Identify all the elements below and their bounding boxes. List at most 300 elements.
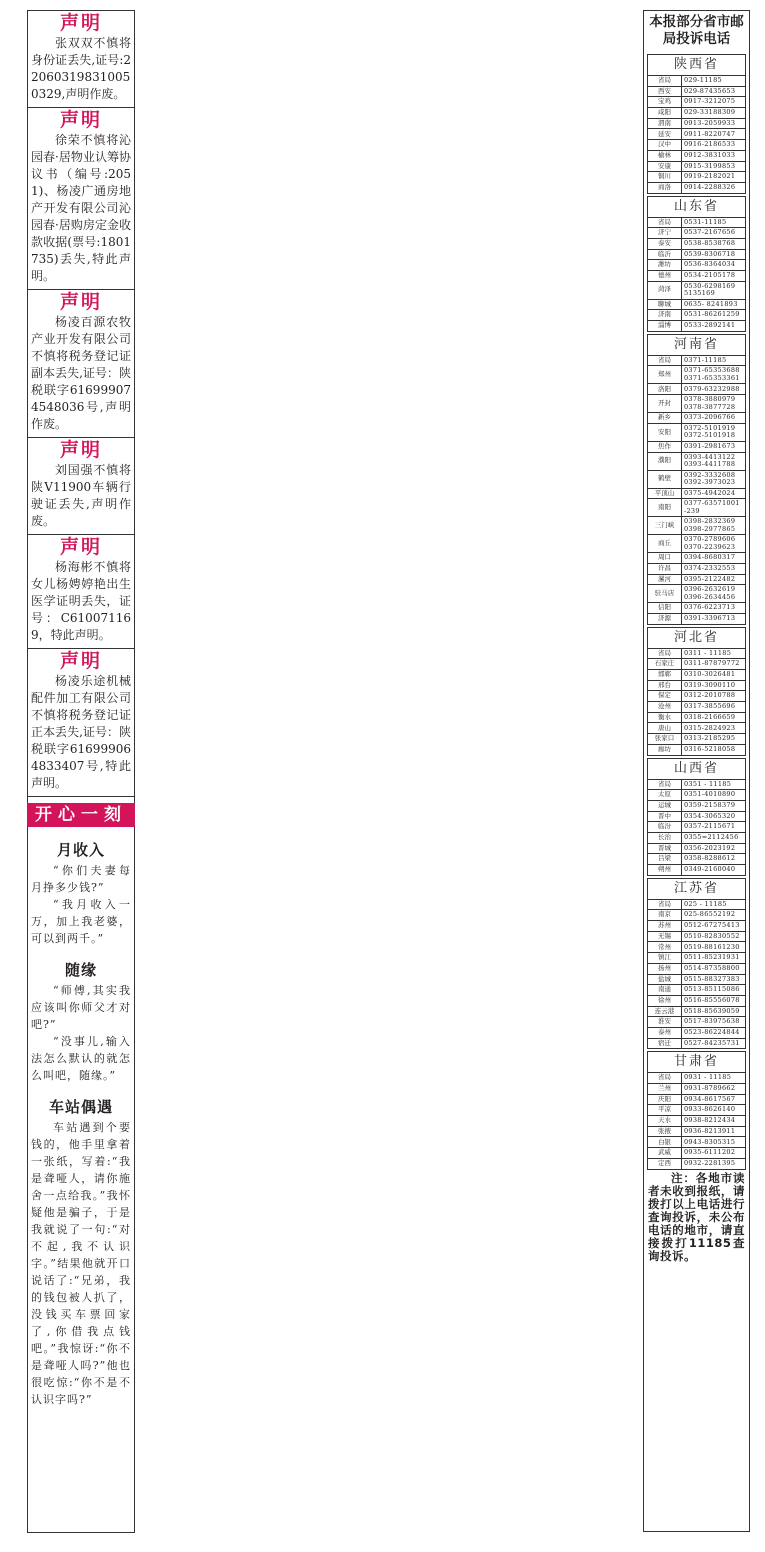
phone-cell: 0354-3065320 bbox=[682, 811, 746, 822]
city-cell: 西安 bbox=[648, 86, 682, 97]
phone-cell: 0517-83975638 bbox=[682, 1017, 746, 1028]
city-cell: 太原 bbox=[648, 790, 682, 801]
phone-cell: 0315-2824923 bbox=[682, 723, 746, 734]
notice-body: 刘国强不慎将陕V11900车辆行驶证丢失,声明作废。 bbox=[31, 463, 131, 528]
city-cell: 庆阳 bbox=[648, 1094, 682, 1105]
city-cell: 张家口 bbox=[648, 734, 682, 745]
city-cell: 武威 bbox=[648, 1148, 682, 1159]
phone-cell: 0357-2115671 bbox=[682, 822, 746, 833]
phone-cell: 0316-5218058 bbox=[682, 744, 746, 755]
table-row bbox=[648, 712, 746, 723]
table-row bbox=[648, 553, 746, 564]
city-cell: 新乡 bbox=[648, 413, 682, 424]
phone-cell: 029-87435653 bbox=[682, 86, 746, 97]
table-row bbox=[648, 423, 746, 441]
phone-cell: 0393-4413122 0393-4411788 bbox=[682, 452, 746, 470]
city-cell: 连云港 bbox=[648, 1006, 682, 1017]
joke-body bbox=[31, 862, 131, 947]
table-row bbox=[648, 217, 746, 228]
complaint-title: 本报部分省市邮局投诉电话 bbox=[649, 14, 744, 47]
city-cell: 临汾 bbox=[648, 822, 682, 833]
table-row bbox=[648, 670, 746, 681]
city-cell: 铜川 bbox=[648, 172, 682, 183]
table-row bbox=[648, 974, 746, 985]
city-cell: 泰州 bbox=[648, 1027, 682, 1038]
phone-cell: 0398-2832369 0398-2977865 bbox=[682, 517, 746, 535]
phone-cell: 0931 - 11185 bbox=[682, 1073, 746, 1084]
right-column bbox=[643, 10, 750, 1532]
city-cell: 商洛 bbox=[648, 182, 682, 193]
province-name: 河北省 bbox=[647, 627, 746, 648]
city-cell: 省局 bbox=[648, 355, 682, 366]
phone-cell: 0933-8626140 bbox=[682, 1105, 746, 1116]
city-cell: 信阳 bbox=[648, 603, 682, 614]
city-cell: 盐城 bbox=[648, 974, 682, 985]
notice-item bbox=[28, 108, 134, 290]
table-row bbox=[648, 441, 746, 452]
phone-cell: 0530-6298169 5135169 bbox=[682, 281, 746, 299]
phone-table bbox=[647, 648, 746, 756]
phone-cell: 0370-2789606 0370-2239623 bbox=[682, 535, 746, 553]
phone-cell: 0310-3026481 bbox=[682, 670, 746, 681]
city-cell: 扬州 bbox=[648, 963, 682, 974]
table-row bbox=[648, 659, 746, 670]
complaint-note: 注：各地市读者未收到报纸，请拨打以上电话进行查询投诉，未公布电话的地市，请直接拨打11185查询投诉。 bbox=[648, 1170, 745, 1263]
city-cell: 徐州 bbox=[648, 995, 682, 1006]
city-cell: 漯河 bbox=[648, 574, 682, 585]
table-row bbox=[648, 585, 746, 603]
city-cell: 兰州 bbox=[648, 1084, 682, 1095]
table-row bbox=[648, 1006, 746, 1017]
table-row bbox=[648, 680, 746, 691]
phone-cell: 0533-2892141 bbox=[682, 321, 746, 332]
phone-cell: 0917-3212075 bbox=[682, 97, 746, 108]
phone-cell: 0635- 8241893 bbox=[682, 299, 746, 310]
table-row bbox=[648, 563, 746, 574]
phone-cell: 0523-86224844 bbox=[682, 1027, 746, 1038]
notice-title: 声明 bbox=[59, 12, 102, 34]
city-cell: 无锡 bbox=[648, 931, 682, 942]
table-row bbox=[648, 366, 746, 384]
city-cell: 邢台 bbox=[648, 680, 682, 691]
phone-cell: 0513-85115086 bbox=[682, 985, 746, 996]
notice-body: 杨凌乐途机械配件加工有限公司不慎将税务登记证正本丢失,证号：陕税联字616999064833407号,特此声明。 bbox=[31, 674, 131, 790]
phone-cell: 0374-2332553 bbox=[682, 563, 746, 574]
city-cell: 省局 bbox=[648, 1073, 682, 1084]
table-row bbox=[648, 470, 746, 488]
phone-cell: 0319-3090110 bbox=[682, 680, 746, 691]
table-row bbox=[648, 702, 746, 713]
table-row bbox=[648, 811, 746, 822]
city-cell: 安康 bbox=[648, 161, 682, 172]
table-row bbox=[648, 97, 746, 108]
table-row bbox=[648, 779, 746, 790]
phone-cell: 0375-4942024 bbox=[682, 488, 746, 499]
notice-title: 声明 bbox=[59, 650, 102, 672]
city-cell: 济宁 bbox=[648, 228, 682, 239]
phone-cell: 0313-2185295 bbox=[682, 734, 746, 745]
notice-item bbox=[28, 290, 134, 438]
city-cell: 开封 bbox=[648, 395, 682, 413]
phone-cell: 0516-85556078 bbox=[682, 995, 746, 1006]
city-cell: 沧州 bbox=[648, 702, 682, 713]
table-row bbox=[648, 118, 746, 129]
city-cell: 商丘 bbox=[648, 535, 682, 553]
phone-cell: 0932-2281395 bbox=[682, 1158, 746, 1169]
left-column bbox=[27, 10, 135, 1533]
table-row bbox=[648, 395, 746, 413]
city-cell: 潍坊 bbox=[648, 260, 682, 271]
phone-table bbox=[647, 899, 746, 1050]
city-cell: 驻马店 bbox=[648, 585, 682, 603]
phone-cell: 0912-3831033 bbox=[682, 150, 746, 161]
table-row bbox=[648, 228, 746, 239]
table-row bbox=[648, 985, 746, 996]
phone-cell: 0311 - 11185 bbox=[682, 648, 746, 659]
city-cell: 廊坊 bbox=[648, 744, 682, 755]
table-row bbox=[648, 691, 746, 702]
table-row bbox=[648, 452, 746, 470]
city-cell: 宝鸡 bbox=[648, 97, 682, 108]
phone-cell: 0916-2186533 bbox=[682, 140, 746, 151]
city-cell: 菏泽 bbox=[648, 281, 682, 299]
city-cell: 济源 bbox=[648, 613, 682, 624]
table-row bbox=[648, 790, 746, 801]
phone-cell: 0349-2160040 bbox=[682, 865, 746, 876]
table-row bbox=[648, 281, 746, 299]
phone-cell: 0311-87879772 bbox=[682, 659, 746, 670]
table-row bbox=[648, 800, 746, 811]
city-cell: 镇江 bbox=[648, 953, 682, 964]
table-row bbox=[648, 648, 746, 659]
province-name: 山东省 bbox=[647, 196, 746, 217]
phone-cell: 0935-6111202 bbox=[682, 1148, 746, 1159]
phone-cell: 0515-88327383 bbox=[682, 974, 746, 985]
table-row bbox=[648, 723, 746, 734]
phone-cell: 0510-82830552 bbox=[682, 931, 746, 942]
province-name: 江苏省 bbox=[647, 878, 746, 899]
joke-title: 随缘 bbox=[64, 961, 97, 979]
city-cell: 淮安 bbox=[648, 1017, 682, 1028]
table-row bbox=[648, 238, 746, 249]
table-row bbox=[648, 1073, 746, 1084]
phone-cell: 0919-2182021 bbox=[682, 172, 746, 183]
joke-paragraph: “没事儿,输入法怎么默认的就怎么叫吧，随缘。” bbox=[31, 1035, 131, 1082]
table-row bbox=[648, 854, 746, 865]
city-cell: 保定 bbox=[648, 691, 682, 702]
city-cell: 宿迁 bbox=[648, 1038, 682, 1049]
city-cell: 临沂 bbox=[648, 249, 682, 260]
province-list bbox=[647, 54, 746, 1170]
province-name: 山西省 bbox=[647, 758, 746, 779]
city-cell: 晋中 bbox=[648, 811, 682, 822]
phone-cell: 0373-2096766 bbox=[682, 413, 746, 424]
phone-cell: 0536-8364034 bbox=[682, 260, 746, 271]
table-row bbox=[648, 1116, 746, 1127]
notice-body: 张双双不慎将身份证丢失,证号:220603198310050329,声明作废。 bbox=[31, 36, 131, 101]
joke-paragraph: “我月收入一万，加上我老婆，可以到两千。” bbox=[31, 898, 131, 945]
phone-table bbox=[647, 75, 746, 194]
notice-title: 声明 bbox=[59, 291, 102, 313]
city-cell: 省局 bbox=[648, 217, 682, 228]
city-cell: 济南 bbox=[648, 310, 682, 321]
phone-cell: 0931-8789662 bbox=[682, 1084, 746, 1095]
phone-cell: 0395-2122482 bbox=[682, 574, 746, 585]
joke-title: 月收入 bbox=[56, 841, 105, 859]
table-row bbox=[648, 1126, 746, 1137]
table-row bbox=[648, 734, 746, 745]
table-row bbox=[648, 76, 746, 87]
city-cell: 邯郸 bbox=[648, 670, 682, 681]
table-row bbox=[648, 1105, 746, 1116]
phone-cell: 0359-2158379 bbox=[682, 800, 746, 811]
city-cell: 省局 bbox=[648, 899, 682, 910]
notice-body: 徐荣不慎将沁园春·居物业认筹协议书（编号:2051)、杨凌广通房地产开发有限公司沁园春·居购房定金收款收据(票号:1801735)丢失,特此声明。 bbox=[31, 133, 131, 283]
phone-cell: 0519-88161230 bbox=[682, 942, 746, 953]
joke-body bbox=[31, 982, 131, 1084]
joke-title: 车站偶遇 bbox=[48, 1098, 113, 1116]
city-cell: 德州 bbox=[648, 271, 682, 282]
phone-cell: 0531-86261259 bbox=[682, 310, 746, 321]
joke-item bbox=[28, 959, 134, 1084]
phone-cell: 0378-3880979 0378-3877728 bbox=[682, 395, 746, 413]
table-row bbox=[648, 613, 746, 624]
joke-item bbox=[28, 1096, 134, 1408]
province-name: 甘肃省 bbox=[647, 1051, 746, 1072]
table-row bbox=[648, 161, 746, 172]
notice-title: 声明 bbox=[59, 109, 102, 131]
table-row bbox=[648, 384, 746, 395]
table-row bbox=[648, 86, 746, 97]
phone-cell: 0355=2112456 bbox=[682, 832, 746, 843]
city-cell: 安阳 bbox=[648, 423, 682, 441]
table-row bbox=[648, 921, 746, 932]
phone-cell: 0938-8212434 bbox=[682, 1116, 746, 1127]
notice-list bbox=[28, 11, 134, 797]
table-row bbox=[648, 832, 746, 843]
phone-cell: 0371-65353688 0371-65353361 bbox=[682, 366, 746, 384]
city-cell: 衡水 bbox=[648, 712, 682, 723]
phone-table bbox=[647, 779, 746, 876]
table-row bbox=[648, 843, 746, 854]
table-row bbox=[648, 488, 746, 499]
table-row bbox=[648, 1148, 746, 1159]
city-cell: 焦作 bbox=[648, 441, 682, 452]
city-cell: 延安 bbox=[648, 129, 682, 140]
phone-cell: 0358-8288612 bbox=[682, 854, 746, 865]
phone-cell: 0392-3332608 0392-3973023 bbox=[682, 470, 746, 488]
phone-cell: 0537-2167656 bbox=[682, 228, 746, 239]
notice-item bbox=[28, 535, 134, 649]
phone-cell: 0539-8306718 bbox=[682, 249, 746, 260]
joke-list bbox=[28, 839, 134, 1408]
city-cell: 常州 bbox=[648, 942, 682, 953]
city-cell: 许昌 bbox=[648, 563, 682, 574]
phone-cell: 0391-2981673 bbox=[682, 441, 746, 452]
city-cell: 咸阳 bbox=[648, 108, 682, 119]
joke-item bbox=[28, 839, 134, 947]
city-cell: 定西 bbox=[648, 1158, 682, 1169]
province-name: 河南省 bbox=[647, 334, 746, 355]
table-row bbox=[648, 1137, 746, 1148]
table-row bbox=[648, 1038, 746, 1049]
city-cell: 晋城 bbox=[648, 843, 682, 854]
city-cell: 洛阳 bbox=[648, 384, 682, 395]
city-cell: 濮阳 bbox=[648, 452, 682, 470]
table-row bbox=[648, 1094, 746, 1105]
table-row bbox=[648, 1158, 746, 1169]
city-cell: 苏州 bbox=[648, 921, 682, 932]
table-row bbox=[648, 172, 746, 183]
notice-item bbox=[28, 11, 134, 108]
notice-item bbox=[28, 438, 134, 535]
phone-cell: 0372-5101919 0372-5101918 bbox=[682, 423, 746, 441]
table-row bbox=[648, 271, 746, 282]
table-row bbox=[648, 931, 746, 942]
city-cell: 石家庄 bbox=[648, 659, 682, 670]
notice-item bbox=[28, 649, 134, 797]
phone-cell: 0356-2023192 bbox=[682, 843, 746, 854]
phone-cell: 0531-11185 bbox=[682, 217, 746, 228]
joke-paragraph: “师傅,其实我应该叫你师父才对吧?” bbox=[31, 984, 131, 1031]
phone-cell: 0527-84235731 bbox=[682, 1038, 746, 1049]
table-row bbox=[648, 953, 746, 964]
city-cell: 省局 bbox=[648, 779, 682, 790]
city-cell: 榆林 bbox=[648, 150, 682, 161]
phone-cell: 0915-3199853 bbox=[682, 161, 746, 172]
city-cell: 吕梁 bbox=[648, 854, 682, 865]
phone-cell: 0396-2632619 0396-2634456 bbox=[682, 585, 746, 603]
city-cell: 省局 bbox=[648, 648, 682, 659]
phone-cell: 0538-8538768 bbox=[682, 238, 746, 249]
city-cell: 省局 bbox=[648, 76, 682, 87]
phone-cell: 0518-85639059 bbox=[682, 1006, 746, 1017]
city-cell: 鹤壁 bbox=[648, 470, 682, 488]
table-row bbox=[648, 865, 746, 876]
phone-cell: 025 - 11185 bbox=[682, 899, 746, 910]
table-row bbox=[648, 321, 746, 332]
table-row bbox=[648, 899, 746, 910]
phone-cell: 0318-2166659 bbox=[682, 712, 746, 723]
phone-cell: 0911-8220747 bbox=[682, 129, 746, 140]
table-row bbox=[648, 1084, 746, 1095]
phone-cell: 0934-8617567 bbox=[682, 1094, 746, 1105]
table-row bbox=[648, 310, 746, 321]
table-row bbox=[648, 499, 746, 517]
city-cell: 运城 bbox=[648, 800, 682, 811]
table-row bbox=[648, 182, 746, 193]
joke-paragraph: “你们夫妻每月挣多少钱?” bbox=[31, 864, 131, 894]
city-cell: 郑州 bbox=[648, 366, 682, 384]
table-row bbox=[648, 517, 746, 535]
phone-cell: 0371-11185 bbox=[682, 355, 746, 366]
phone-cell: 0913-2059933 bbox=[682, 118, 746, 129]
city-cell: 南阳 bbox=[648, 499, 682, 517]
phone-table bbox=[647, 1072, 746, 1169]
city-cell: 唐山 bbox=[648, 723, 682, 734]
phone-cell: 0394-8680317 bbox=[682, 553, 746, 564]
phone-cell: 0514-87358800 bbox=[682, 963, 746, 974]
notice-body: 杨凌百源农牧产业开发有限公司不慎将税务登记证副本丢失,证号：陕税联字616999074548036号,声明作废。 bbox=[31, 315, 131, 431]
city-cell: 周口 bbox=[648, 553, 682, 564]
city-cell: 南通 bbox=[648, 985, 682, 996]
phone-cell: 0376-6223713 bbox=[682, 603, 746, 614]
table-row bbox=[648, 355, 746, 366]
table-row bbox=[648, 249, 746, 260]
phone-cell: 029-11185 bbox=[682, 76, 746, 87]
city-cell: 三门峡 bbox=[648, 517, 682, 535]
phone-cell: 0351-4010890 bbox=[682, 790, 746, 801]
city-cell: 长治 bbox=[648, 832, 682, 843]
table-row bbox=[648, 535, 746, 553]
phone-cell: 0377-63571001 -239 bbox=[682, 499, 746, 517]
city-cell: 天水 bbox=[648, 1116, 682, 1127]
table-row bbox=[648, 995, 746, 1006]
notice-title: 声明 bbox=[59, 536, 102, 558]
joke-body bbox=[31, 1119, 131, 1408]
notice-title: 声明 bbox=[59, 439, 102, 461]
city-cell: 泰安 bbox=[648, 238, 682, 249]
table-row bbox=[648, 603, 746, 614]
table-row bbox=[648, 963, 746, 974]
phone-cell: 029-33188309 bbox=[682, 108, 746, 119]
table-row bbox=[648, 108, 746, 119]
table-row bbox=[648, 744, 746, 755]
joke-paragraph: 车站遇到个要钱的，他手里拿着一张纸，写着:“我是聋哑人，请你施舍一点给我。”我怀疑他是骗子，于是我就说了一句:“对不起,我不认识字。”结果他就开口说话了:“兄弟，我的钱包被人扒了，没钱买车票回家了,你借我点钱吧。”我惊讶:“你不是聋哑人吗?”他也很吃惊:“你不是不认识字吗?” bbox=[31, 1121, 131, 1406]
table-row bbox=[648, 822, 746, 833]
city-cell: 白银 bbox=[648, 1137, 682, 1148]
phone-cell: 0317-3855696 bbox=[682, 702, 746, 713]
table-row bbox=[648, 413, 746, 424]
table-row bbox=[648, 910, 746, 921]
phone-cell: 0391-3396713 bbox=[682, 613, 746, 624]
phone-cell: 0512-67275413 bbox=[682, 921, 746, 932]
city-cell: 聊城 bbox=[648, 299, 682, 310]
table-row bbox=[648, 140, 746, 151]
city-cell: 淄博 bbox=[648, 321, 682, 332]
city-cell: 汉中 bbox=[648, 140, 682, 151]
city-cell: 南京 bbox=[648, 910, 682, 921]
table-row bbox=[648, 299, 746, 310]
phone-cell: 0936-8213911 bbox=[682, 1126, 746, 1137]
phone-table bbox=[647, 355, 746, 625]
city-cell: 张掖 bbox=[648, 1126, 682, 1137]
city-cell: 渭南 bbox=[648, 118, 682, 129]
phone-cell: 0511-85231931 bbox=[682, 953, 746, 964]
table-row bbox=[648, 260, 746, 271]
phone-cell: 0312-2010788 bbox=[682, 691, 746, 702]
phone-cell: 0351 - 11185 bbox=[682, 779, 746, 790]
phone-cell: 0379-63232988 bbox=[682, 384, 746, 395]
phone-cell: 0943-8305315 bbox=[682, 1137, 746, 1148]
table-row bbox=[648, 129, 746, 140]
phone-cell: 0534-2105178 bbox=[682, 271, 746, 282]
banner-happy-moment: 开心一刻 bbox=[27, 803, 135, 827]
table-row bbox=[648, 150, 746, 161]
phone-cell: 0914-2288326 bbox=[682, 182, 746, 193]
city-cell: 朔州 bbox=[648, 865, 682, 876]
city-cell: 平顶山 bbox=[648, 488, 682, 499]
phone-cell: 025-86552192 bbox=[682, 910, 746, 921]
table-row bbox=[648, 1017, 746, 1028]
phone-table bbox=[647, 217, 746, 332]
notice-body: 杨海彬不慎将女儿杨娉婷艳出生医学证明丢失，证号：C610071169，特此声明。 bbox=[31, 560, 131, 642]
table-row bbox=[648, 574, 746, 585]
table-row bbox=[648, 1027, 746, 1038]
table-row bbox=[648, 942, 746, 953]
province-name: 陕西省 bbox=[647, 54, 746, 75]
city-cell: 平凉 bbox=[648, 1105, 682, 1116]
